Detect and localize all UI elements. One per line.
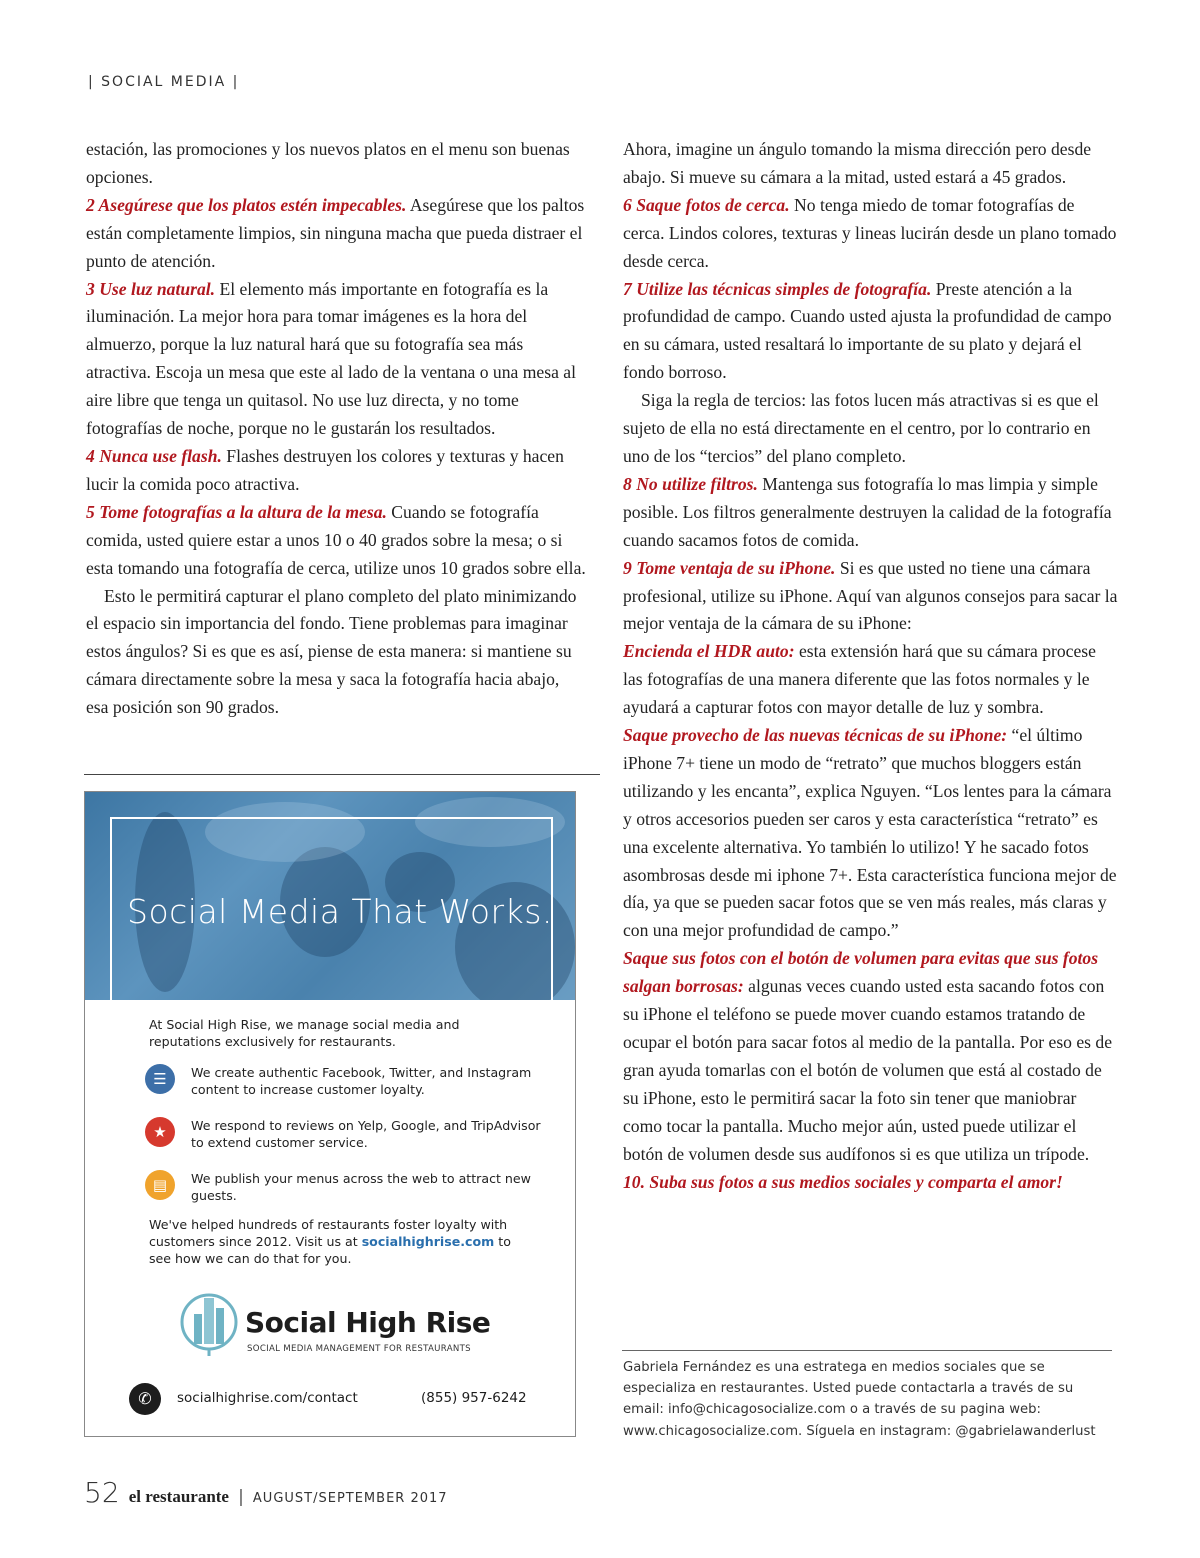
social-high-rise-logo	[179, 1282, 499, 1362]
tip-title: 5 Tome fotografías a la altura de la mesa.	[86, 501, 387, 522]
tip-8	[623, 471, 1118, 555]
magazine-name: el restaurante	[128, 1487, 229, 1506]
page-number: 52	[84, 1476, 120, 1509]
advertisement	[84, 791, 576, 1437]
ad-headline: Social Media That Works.	[127, 892, 553, 931]
tip-hdr	[623, 638, 1118, 722]
tip-title: 6 Saque fotos de cerca.	[623, 194, 790, 215]
tip-title: 3 Use luz natural.	[86, 278, 216, 299]
paragraph: Ahora, imagine un ángulo tomando la misma dirección pero desde abajo. Si mueve su cámara a la mitad, usted estará a 45 grados.	[623, 139, 1092, 187]
paragraph: Esto le permitirá capturar el plano completo del plato minimizando el espacio sin importancia del fondo. Tiene problemas para imaginar estos ángulos? Si es que es así, piense de esta manera: si mantiene su cámara directamente sobre la mesa y saca la fotografía hacia abajo, esa posición son 90 grados.	[86, 585, 577, 718]
tip-title: 4 Nunca use flash.	[86, 445, 222, 466]
tip-new-features	[623, 722, 1118, 945]
tip-body: Cuando se fotografía comida, usted quiere estar a unos 10 o 40 grados sobre la mesa; o si esta tomando una fotografía de cerca, utilize unos 10 grados sobre ella.	[86, 501, 586, 578]
tip-body: Flashes destruyen los colores y texturas y hacen lucir la comida poco atractiva.	[86, 445, 564, 494]
menu-icon: ▤	[145, 1170, 175, 1200]
section-tag: | SOCIAL MEDIA |	[88, 74, 240, 90]
tip-body: esta extensión hará que su cámara procese las fotografías de una manera diferente que las fotos normales y le ayudará a capturar fotos con mayor detalle de luz y sombra.	[623, 641, 1096, 718]
logo-name: Social High Rise	[245, 1306, 491, 1339]
tip-body: “el último iPhone 7+ tiene un modo de “retrato” que muchos bloggers están utilizando y les encanta”, explica Nguyen. “Los lentes para la cámara y otros accesorios pueden ser caros y esta característica “retrato” es una excelente alternativa. Yo también lo utilizo! Y he sacado fotos asombrosas desde mi iphone 7+. Esta característica funciona mejor de día, ya que se pueden sacar fotos que se ven más reales, más claras y con una mejor profundidad de campo.”	[623, 725, 1117, 941]
tip-title: Saque sus fotos con el botón de volumen para evitas que sus fotos salgan borrosas:	[623, 948, 1099, 997]
contact-phone[interactable]: (855) 957-6242	[421, 1390, 527, 1406]
tip-4	[86, 443, 586, 499]
ad-item-text: We publish your menus across the web to attract new guests.	[191, 1171, 531, 1203]
tip-title: Encienda el HDR auto:	[623, 641, 795, 662]
ad-outro-text: We've helped hundreds of restaurants foster loyalty with customers since 2012. Visit us at	[149, 1217, 508, 1249]
tip-title: 9 Tome ventaja de su iPhone.	[623, 557, 836, 578]
ad-photo	[85, 792, 575, 1000]
tip-5	[86, 499, 586, 583]
ad-item-reviews	[145, 1117, 545, 1157]
ad-item-text: We respond to reviews on Yelp, Google, and TripAdvisor to extend customer service.	[191, 1118, 541, 1150]
tip-title: 2 Asegúrese que los platos estén impecables.	[86, 194, 407, 215]
ad-divider	[84, 774, 600, 775]
bio-divider	[622, 1350, 1112, 1351]
building-icon	[179, 1286, 239, 1358]
tip-body: Si es que usted no tiene una cámara profesional, utilize su iPhone. Aquí van algunos consejos para sacar la mejor ventaja de la cámara de su iPhone:	[623, 557, 1118, 634]
ad-item-social	[145, 1064, 545, 1104]
paragraph: Siga la regla de tercios: las fotos lucen más atractivas si es que el sujeto de ella no está directamente en el centro, por lo contrario en uno de los “tercios” del plano completo.	[623, 390, 1099, 466]
tip-7	[623, 276, 1118, 388]
logo-tagline: SOCIAL MEDIA MANAGEMENT FOR RESTAURANTS	[247, 1344, 471, 1354]
tip-title: Saque provecho de las nuevas técnicas de su iPhone:	[623, 725, 1008, 746]
ad-intro: At Social High Rise, we manage social media and reputations exclusively for restaurants.	[149, 1017, 460, 1049]
tip-body: El elemento más importante en fotografía es la iluminación. La mejor hora para tomar imágenes es la hora del almuerzo, porque la luz natural hará que su fotografía sea más atractiva. Escoja un mesa que este al lado de la ventana o una mesa al aire libre que tenga un quitasol. No use luz directa, y no tome fotografías de noche, porque no le gustarán los resultados.	[86, 278, 576, 439]
tip-9	[623, 555, 1118, 639]
footer-separator: |	[238, 1487, 244, 1507]
paragraph: estación, las promociones y los nuevos platos en el menu son buenas opciones.	[86, 139, 570, 187]
tip-body: Preste atención a la profundidad de campo. Cuando usted ajusta la profundidad de campo en su cámara, usted resaltará lo importante de su plato y dejará el fondo borroso.	[623, 278, 1112, 383]
ad-item-menus	[145, 1170, 545, 1210]
ad-website-link[interactable]: socialhighrise.com	[361, 1234, 495, 1249]
article-column-right	[623, 136, 1118, 1196]
issue-date: AUGUST/SEPTEMBER 2017	[252, 1491, 448, 1506]
social-posts-icon: ☰	[145, 1064, 175, 1094]
tip-title: 10. Suba sus fotos a sus medios sociales y comparta el amor!	[623, 1171, 1063, 1192]
tip-title: 8 No utilize filtros.	[623, 473, 758, 494]
tip-2	[86, 192, 586, 276]
tip-body: No tenga miedo de tomar fotografías de cerca. Lindos colores, texturas y lineas lucirán desde un plano tomado desde cerca.	[623, 194, 1117, 271]
ad-outro	[149, 1216, 519, 1267]
tip-body: Mantenga sus fotografía lo mas limpia y simple posible. Los filtros generalmente destruyen la calidad de la fotografía cuando sacamos fotos de comida.	[623, 473, 1112, 550]
tip-body: algunas veces cuando usted esta sacando fotos con su iPhone el teléfono se puede mover cuando estamos tratando de ocupar el botón para sacar fotos al medio de la pantalla. Por eso es de gran ayuda tomarlas con el botón de volumen que está al costado de su iPhone, esto le permitirá sacar la foto sin tener que maniobrar como tocar la pantalla. Mucho mejor aún, usted puede utilizar el botón de volumen desde sus audífonos si es que utiliza un trípode.	[623, 976, 1113, 1164]
page-footer	[84, 1476, 448, 1509]
tip-volume-button	[623, 945, 1118, 1168]
author-bio: Gabriela Fernández es una estratega en medios sociales que se especializa en restaurantes. Usted puede contactarla a través de su email: info@chicagosocialize.com o a través de su pagina web: www.chicagosocialize.com. Síguela en instagram: @gabrielawanderlust	[623, 1360, 1096, 1439]
reviews-icon: ★	[145, 1117, 175, 1147]
tip-3	[86, 276, 586, 443]
contact-url[interactable]: socialhighrise.com/contact	[177, 1390, 358, 1406]
tip-10	[623, 1169, 1118, 1197]
tip-6	[623, 192, 1118, 276]
phone-icon: ✆	[129, 1383, 161, 1415]
tip-body: Asegúrese que los paltos están completamente limpios, sin ninguna macha que pueda distraer el punto de atención.	[86, 194, 585, 271]
article-column-left	[86, 136, 586, 722]
ad-item-text: We create authentic Facebook, Twitter, and Instagram content to increase customer loyalty.	[191, 1065, 532, 1097]
tip-title: 7 Utilize las técnicas simples de fotografía.	[623, 278, 932, 299]
ad-outro-text: to see how we can do that for you.	[149, 1234, 511, 1266]
